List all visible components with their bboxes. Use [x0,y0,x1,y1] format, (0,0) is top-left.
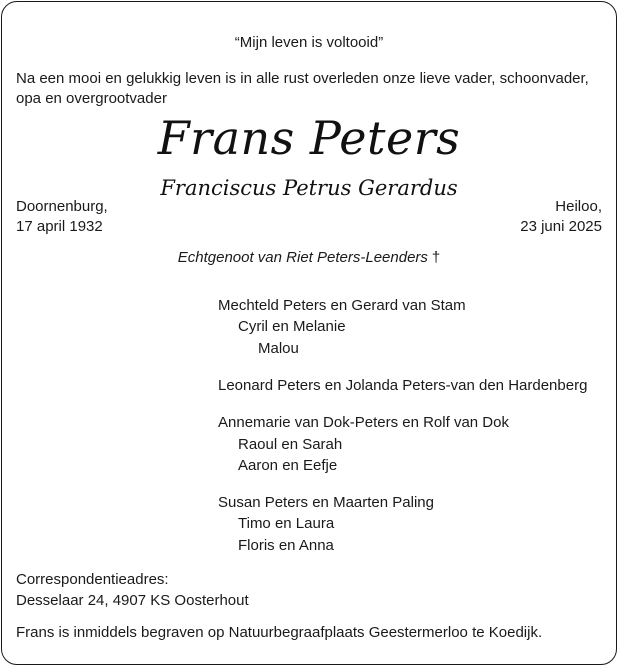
family-grandchildren: Raoul en Sarah [238,435,343,453]
deceased-full-name: Franciscus Petrus Gerardus [160,176,458,200]
family-grandchildren: Floris en Anna [238,536,334,554]
correspondence-address: Desselaar 24, 4907 KS Oosterhout [16,592,249,609]
family-great-grandchild: Malou [258,339,299,357]
death-place: Heiloo, [555,198,602,215]
family-parents: Mechteld Peters en Gerard van Stam [218,297,466,314]
spouse-text: Echtgenoot van Riet Peters-Leenders [177,249,428,266]
death-notice-card [1,1,617,665]
spouse-line [2,248,616,268]
family-parents: Susan Peters en Maarten Paling [218,494,434,512]
cross-icon: † [431,249,441,266]
birth-date: 17 april 1932 [16,218,103,235]
deceased-name: Frans Peters [157,111,461,165]
death-date: 23 juni 2025 [520,218,602,235]
quote: “Mijn leven is voltooid” [234,34,384,51]
closing-text: Frans is inmiddels begraven op Natuurbegraafplaats Geestermerloo te Koedijk. [16,624,543,641]
family-grandchildren: Cyril en Melanie [238,318,346,336]
family-parents: Leonard Peters en Jolanda Peters-van den Hardenberg [218,376,588,394]
birth-place: Doornenburg, [16,198,108,215]
family-grandchildren: Timo en Laura [238,515,335,533]
correspondence-label: Correspondentieadres: [16,571,169,588]
family-grandchildren: Aaron en Eefje [238,456,338,474]
intro-text: Na een mooi en gelukkig leven is in alle rust overleden onze lieve vader, schoonvader, opa en overgrootvader [16,70,589,107]
family-parents: Annemarie van Dok-Peters en Rolf van Dok [218,414,509,432]
